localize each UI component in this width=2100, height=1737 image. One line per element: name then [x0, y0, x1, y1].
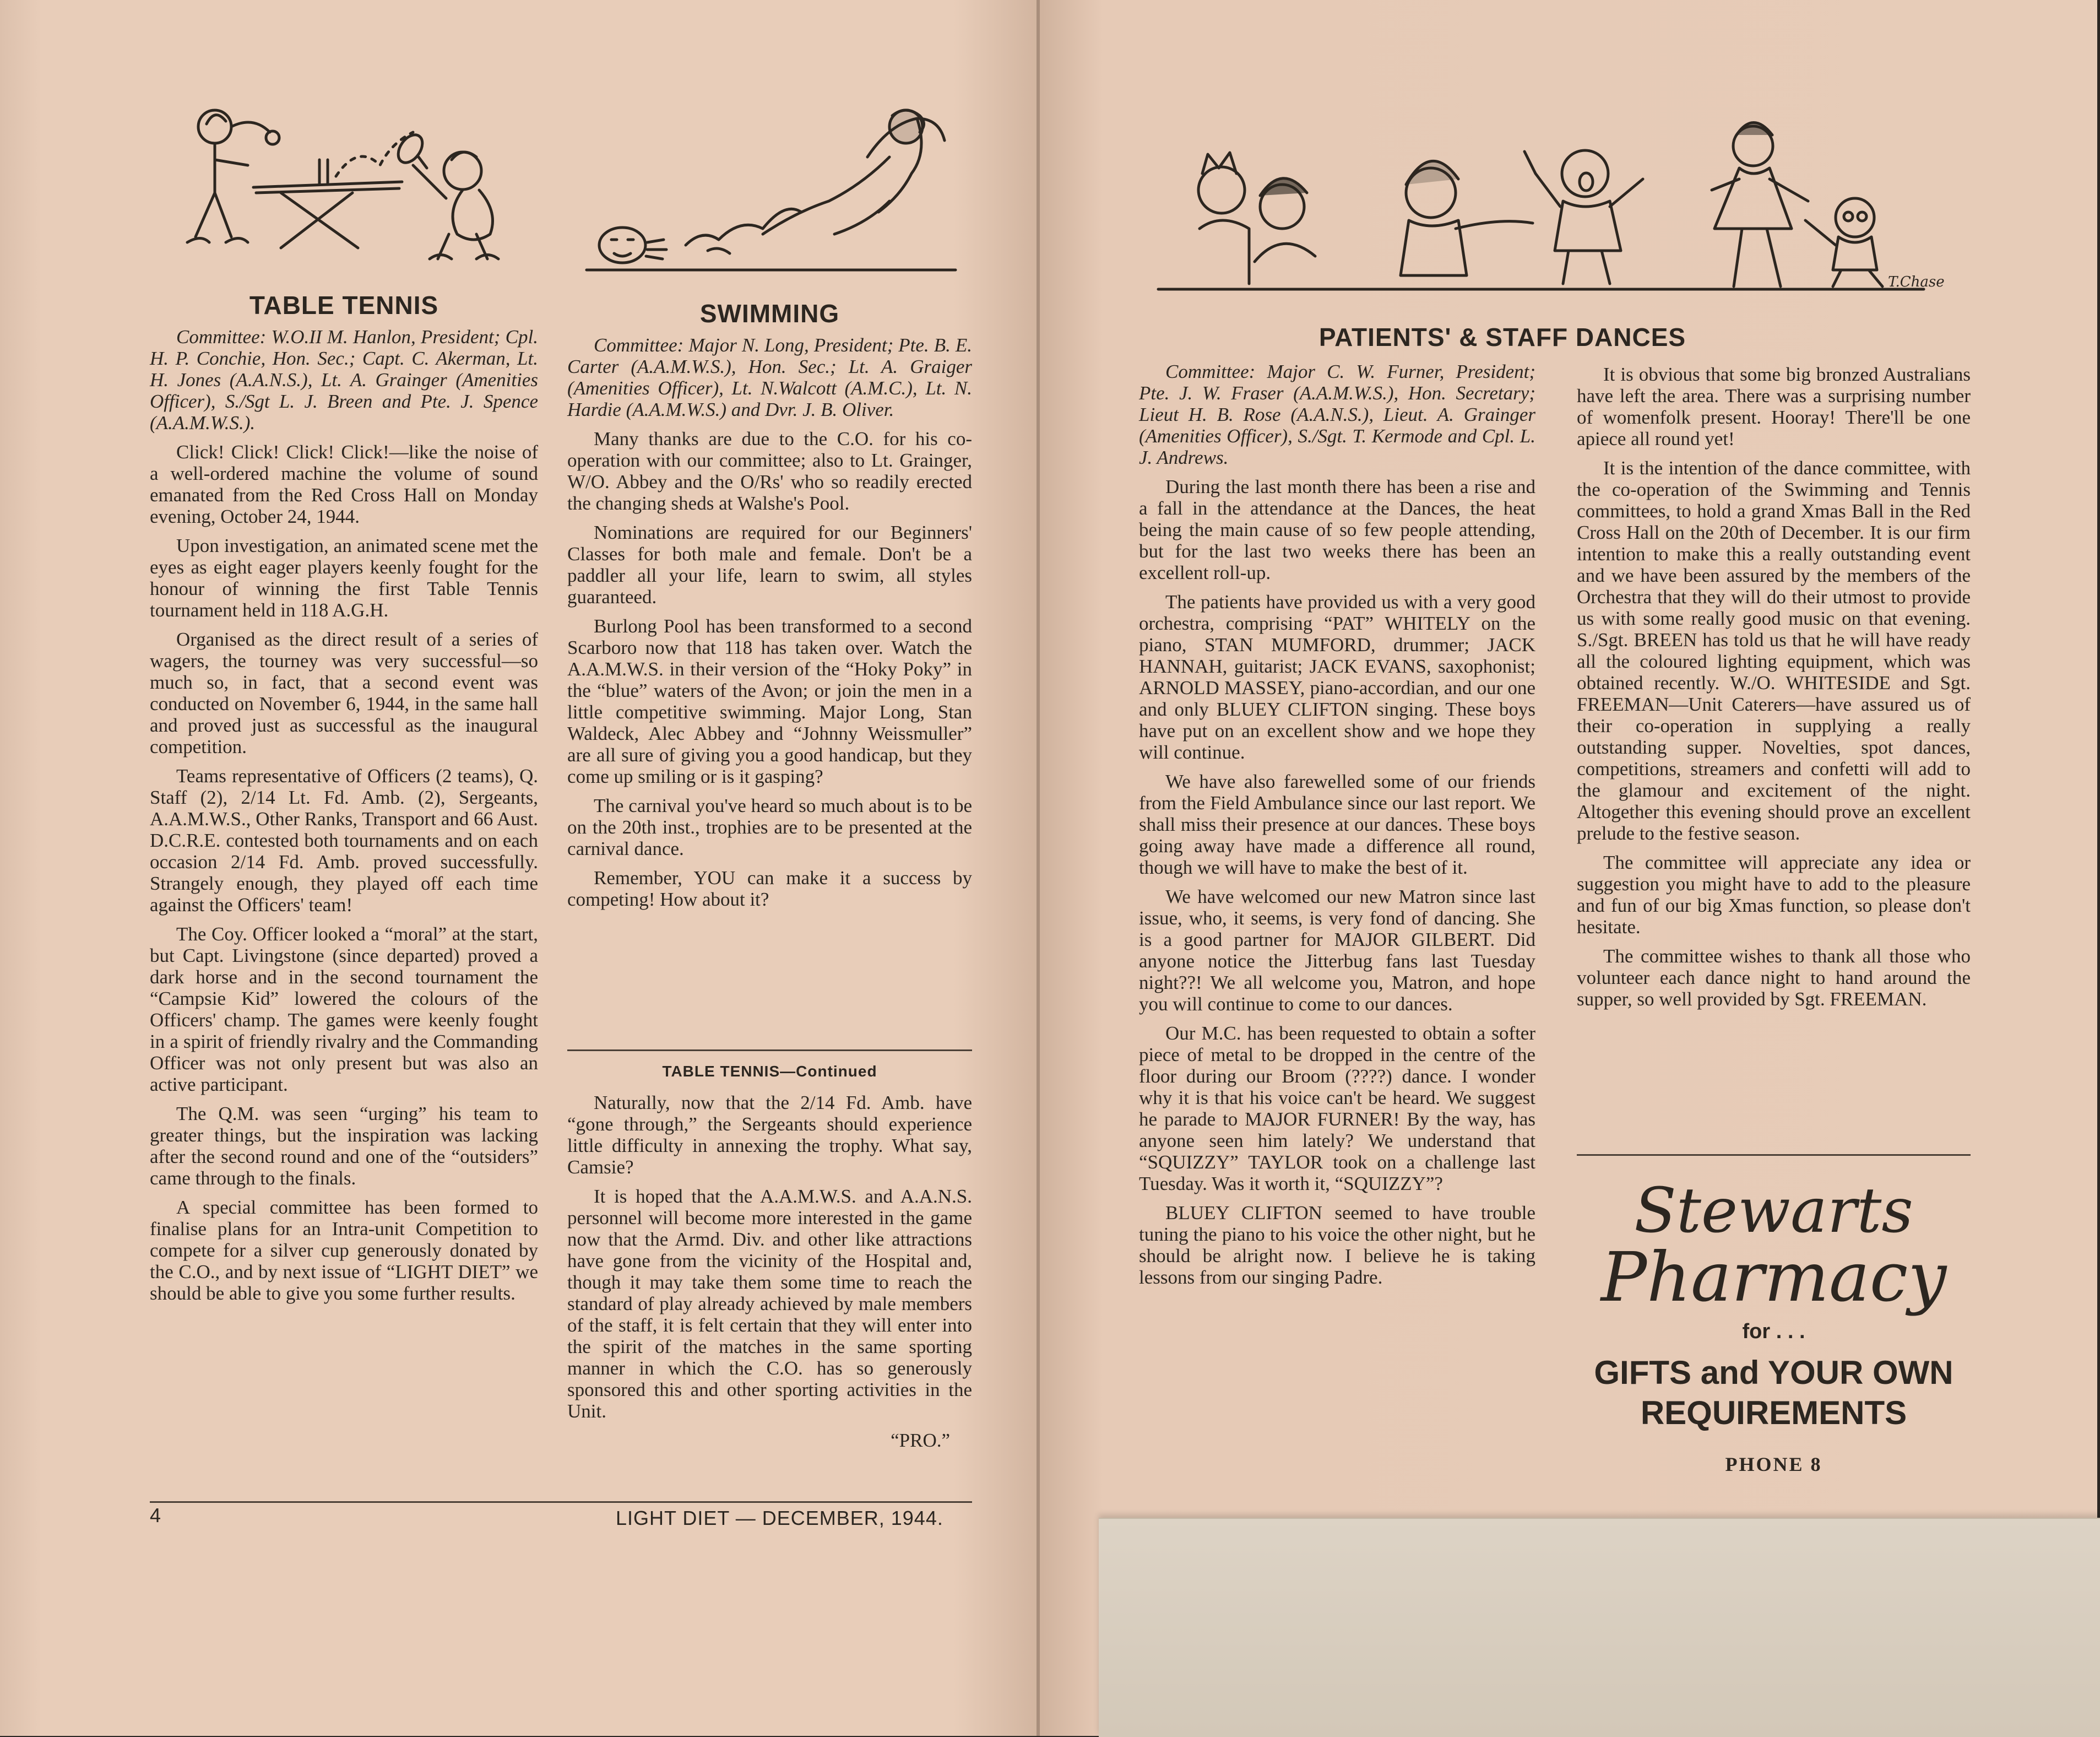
dances-paragraph: BLUEY CLIFTON seemed to have trouble tuning the piano to his voice the other night, but he should be alright now. I believe he is taking lessons from our singing Padre. [1139, 1202, 1535, 1288]
dances-committee: Committee: Major C. W. Furner, President; Pte. J. W. Fraser (A.A.M.W.S.), Hon. Secretary; Lieut H. B. Rose (A.A.N.S.), Lieut. A. Grainger (Amenities Officer), S./Sgt. T. Kermode and Cpl. L. J. Andrews. [1139, 361, 1535, 468]
article-signature: “PRO.” [891, 1430, 950, 1451]
dances-paragraph: During the last month there has been a rise and a fall in the attendance at the Dances, the heat being the main cause of so few people attending, but for the last two weeks there has been an excellent roll-up. [1139, 476, 1535, 583]
dances-heading: PATIENTS' & STAFF DANCES [1318, 323, 1686, 351]
table-tennis-paragraph: Click! Click! Click! Click!—like the noise of a well-ordered machine the volume of sound emanated from the Red Cross Hall on Monday evening, October 24, 1944. [150, 441, 538, 527]
swimming-paragraph: Nominations are required for our Beginners' Classes for both male and female. Don't be a paddler all your life, learn to swim, all styles guaranteed. [567, 522, 972, 608]
swimming-paragraph: Burlong Pool has been transformed to a second Scarboro now that 118 has taken over. Watch the A.A.M.W.S. in their version of the “Hoky Poky” in the “blue” waters of the Avon; or join the men in a little competitive swimming. Major Long, Stan Waldeck, Alec Abbey and “Johnny Weissmuller” are all sure of giving you a good handicap, but they come up smiling or is it gasping? [567, 615, 972, 787]
page-number: 4 [150, 1504, 162, 1527]
dances-paragraph: The patients have provided us with a very good orchestra, comprising “PAT” WHITELY on the piano, STAN MUMFORD, drummer; JACK HANNAH, guitarist; JACK EVANS, saxophonist; ARNOLD MASSEY, piano-accordian, and our one and only BLUEY CLIFTON singing. These boys have put on an excellent show and we hope they will continue. [1139, 591, 1535, 763]
table-tennis-committee: Committee: W.O.II M. Hanlon, President; Cpl. H. P. Conchie, Hon. Sec.; Capt. C. Akerman, Lt. H. Jones (A.A.N.S.), Lt. A. Grainger (Amenities Officer), S./Sgt L. J. Breen and Pte. J. Spence (A.A.M.W.S.). [150, 326, 538, 434]
column-divider [567, 1049, 972, 1051]
dances-column-1 [1139, 361, 1535, 1296]
table-tennis-paragraph: A special committee has been formed to finalise plans for an Intra-unit Competition to compete for a silver cup generously donated by the C.O., and by next issue of “LIGHT DIET” we should be able to give you some further results. [150, 1197, 538, 1304]
swimming-cartoon [581, 102, 961, 284]
dancers-cartoon [1155, 96, 1945, 295]
swimming-paragraph: Remember, YOU can make it a success by competing! How about it? [567, 867, 972, 910]
advert-phone: PHONE 8 [1725, 1453, 1822, 1475]
advert-name-line2: Pharmacy [1600, 1237, 1947, 1317]
advert-gifts: GIFTS and YOUR OWN [1594, 1354, 1954, 1391]
right-page [1040, 0, 2097, 1736]
advert-divider [1577, 1154, 1971, 1156]
swimming-column [567, 299, 972, 918]
dances-paragraph: We have also farewelled some of our friends from the Field Ambulance since our last report. We shall miss their presence at our dances. These boys going away have made a difference all round, though we will have to make the best of it. [1139, 771, 1535, 878]
advert-name-line1: Stewarts [1634, 1175, 1913, 1247]
dances-column-2 [1577, 364, 1971, 1018]
dances-paragraph: The committee will appreciate any idea or suggestion you might have to add to the pleasure and fun of our big Xmas function, so please don't hesitate. [1577, 852, 1971, 938]
table-tennis-cartoon [154, 94, 529, 275]
paper-slip [1099, 1518, 2100, 1737]
table-tennis-paragraph: Upon investigation, an animated scene met the eyes as eight eager players keenly fought for the honour of winning the first Table Tennis tournament held in 118 A.G.H. [150, 535, 538, 621]
table-tennis-heading: TABLE TENNIS [249, 291, 439, 320]
dances-paragraph: Our M.C. has been requested to obtain a softer piece of metal to be dropped in the centre of the floor during our Broom (????) dance. I wonder why it is that his voice can't be heard. We suggest he parade to MAJOR FURNER! By the way, has anyone seen him lately? We understand that “SQUIZZY” TAYLOR took on a challenge last Tuesday. Was it worth it, “SQUIZZY”? [1139, 1022, 1535, 1194]
advert-requirements: REQUIREMENTS [1640, 1394, 1907, 1431]
swimming-paragraph: The carnival you've heard so much about is to be on the 20th inst., trophies are to be presented at the carnival dance. [567, 795, 972, 859]
stewarts-pharmacy-advert [1569, 1175, 1979, 1476]
continued-paragraph: It is hoped that the A.A.M.W.S. and A.A.N.S. personnel will become more interested in the game now that the Armd. Div. and other like attractions have gone from the vicinity of the Hospital and, though it may take them some time to reach the standard of play already achieved by male members of the staff, it is felt certain that they will enter into the spirit of the matches in the same sporting manner in which the C.O. has so generously sponsored this and other sporting activities in the Unit. [567, 1186, 972, 1422]
table-tennis-continued-column [567, 1060, 972, 1451]
swimming-committee: Committee: Major N. Long, President; Pte. B. E. Carter (A.A.M.W.S.), Hon. Sec.; Lt. A. Graiger (Amenities Officer), Lt. N.Walcott (A.M.C.), Lt. N. Hardie (A.A.M.W.S.) and Dvr. J. B. Oliver. [567, 334, 972, 420]
table-tennis-paragraph: The Coy. Officer looked a “moral” at the start, but Capt. Livingstone (since departed) proved a dark horse and in the second tournament the “Campsie Kid” lowered the colours of the Officers' champ. The games were keenly fought in a spirit of friendly rivalry and the Commanding Officer was not only present but was also an active participant. [150, 923, 538, 1095]
table-tennis-continued-heading: TABLE TENNIS—Continued [662, 1063, 877, 1080]
table-tennis-paragraph: The Q.M. was seen “urging” his team to greater things, but the inspiration was lacking after the second round and one of the “outsiders” came through to the finals. [150, 1103, 538, 1189]
dances-paragraph: It is obvious that some big bronzed Australians have left the area. There was a surprising number of womenfolk present. Hooray! There'll be one apiece all round yet! [1577, 364, 1971, 450]
table-tennis-paragraph: Organised as the direct result of a series of wagers, the tourney was very successful—so much so, in fact, that a second event was conducted on November 6, 1944, in the same hall and proved just as successful as the inaugural competition. [150, 629, 538, 757]
left-page [0, 0, 1040, 1736]
advert-for: for . . . [1742, 1319, 1805, 1343]
table-tennis-paragraph: Teams representative of Officers (2 teams), Q. Staff (2), 2/14 Lt. Fd. Amb. (2), Sergeants, A.A.M.W.S., Other Ranks, Transport and 66 Aust. D.C.R.E. contested both tournaments and on each occasion 2/14 Fd. Amb. proved successfully. Strangely enough, they played off each time against the Officers' team! [150, 765, 538, 916]
footer-rule [150, 1501, 972, 1503]
swimming-heading: SWIMMING [699, 299, 840, 328]
dances-paragraph: We have welcomed our new Matron since last issue, who, it seems, is very fond of dancing. She is a good partner for MAJOR GILBERT. Did anyone notice the Jitterbug fans last Tuesday night??! We all welcome you, Matron, and hope you will continue to come to our dances. [1139, 886, 1535, 1015]
continued-paragraph: Naturally, now that the 2/14 Fd. Amb. have “gone through,” the Sergeants should experience little difficulty in annexing the trophy. What say, Camsie? [567, 1092, 972, 1178]
footer-title: LIGHT DIET — DECEMBER, 1944. [616, 1507, 943, 1529]
swimming-paragraph: Many thanks are due to the C.O. for his co-operation with our committee; also to Lt. Grainger, W/O. Abbey and the O/Rs' who so readily erected the changing sheds at Walshe's Pool. [567, 428, 972, 514]
illustration-signature: T.Chase [1888, 274, 1945, 290]
dances-paragraph: The committee wishes to thank all those who volunteer each dance night to hand around the supper, so well provided by Sgt. FREEMAN. [1577, 945, 1971, 1010]
dances-paragraph: It is the intention of the dance committee, with the co-operation of the Swimming and Tennis committees, to hold a grand Xmas Ball in the Red Cross Hall on the 20th of December. It is our firm intention to make this a really outstanding event and we have been assured by the members of the Orchestra that they will do their utmost to provide us with some really good music on that evening. S./Sgt. BREEN has told us that he will have ready all the coloured lighting equipment, which was obtained recently. W./O. WHITESIDE and Sgt. FREEMAN—Unit Caterers—have assured us of their co-operation in supplying a really outstanding supper. Novelties, spot dances, competitions, streamers and confetti will add to the glamour and excitement of the night. Altogether this evening should prove an excellent prelude to the festive season. [1577, 457, 1971, 844]
table-tennis-column [150, 291, 538, 1312]
